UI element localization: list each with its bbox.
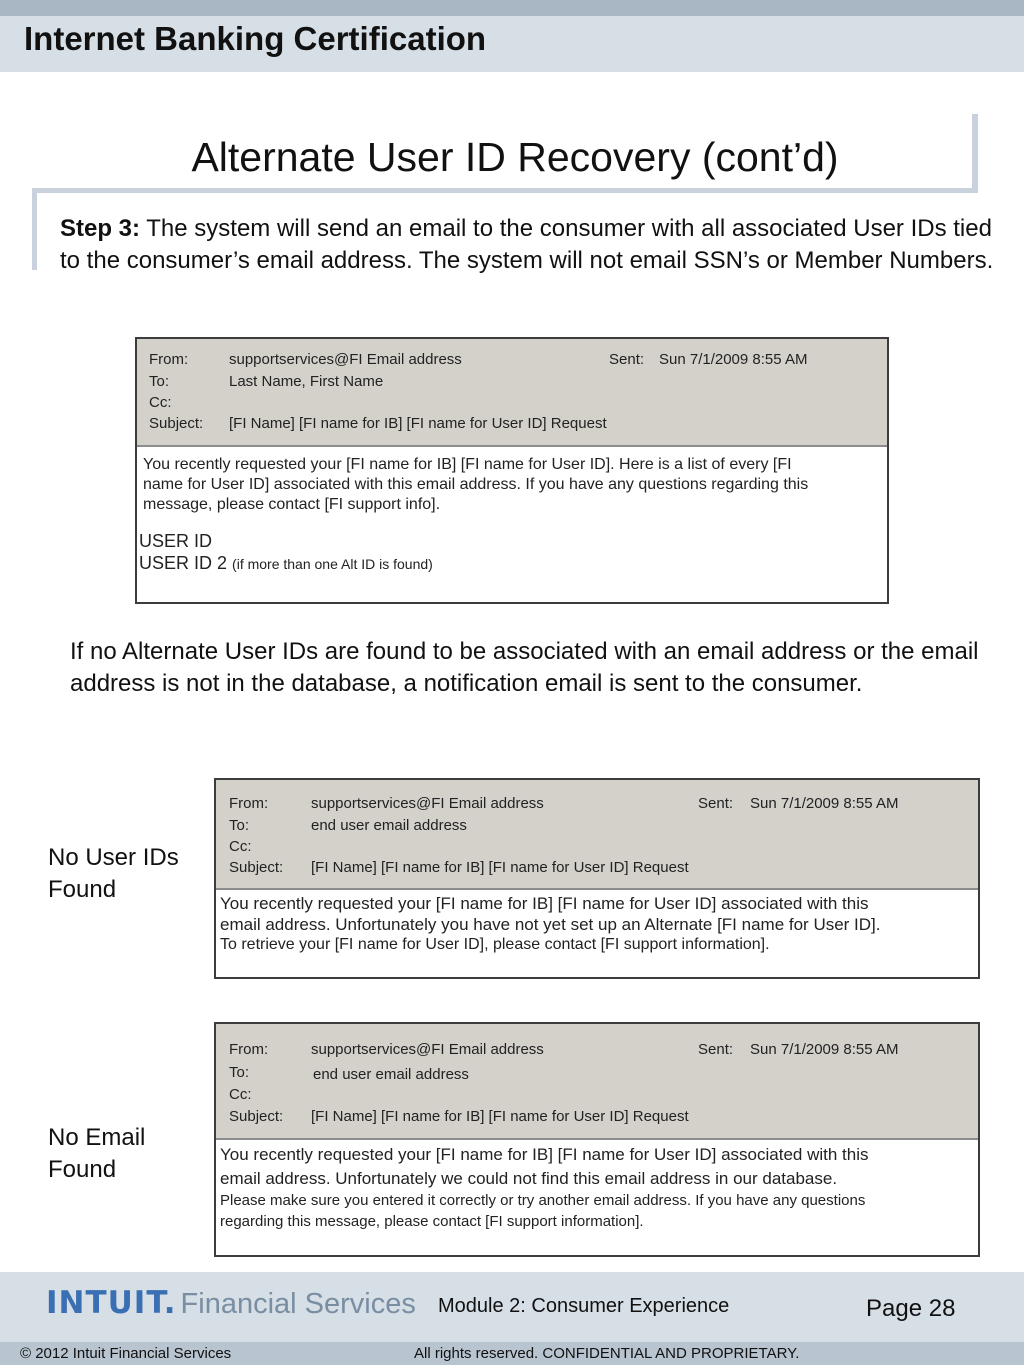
body-line: email address. Unfortunately we could not find this email address in our database. [220, 1169, 838, 1188]
to-value: Last Name, First Name [229, 373, 384, 390]
copyright-text: © 2012 Intuit Financial Services [20, 1345, 232, 1362]
label-no-email: No Email Found [48, 1124, 146, 1183]
cc-label: Cc: [229, 1086, 252, 1103]
label-no-user-ids: No User IDs Found [48, 844, 179, 903]
title-frame-bottom [32, 188, 978, 193]
email-no-user-ids [214, 778, 980, 979]
title-frame-right [972, 114, 978, 193]
body-line: message, please contact [FI support info]. [143, 496, 441, 513]
header-title: Internet Banking Certification [24, 20, 487, 57]
step3-text: The system will send an email to the consumer with all associated User IDs tied to the consumer’s email address. The system will not email SSN’s or Member Numbers. [60, 215, 994, 274]
logo-intuit-wordmark: INTUIT. [46, 1285, 177, 1321]
to-label: To: [229, 1064, 250, 1081]
body-line: You recently requested your [FI name for IB] [FI name for User ID]. Here is a list of every [FI [143, 456, 792, 473]
email-body [216, 890, 978, 977]
subject-label: Subject: [229, 1108, 284, 1125]
email-header [137, 339, 887, 447]
subject-label: Subject: [149, 415, 204, 432]
sent-label: Sent: [698, 795, 734, 812]
step3-label: Step 3: [60, 215, 141, 242]
intuit-financial-services-logo [46, 1285, 416, 1321]
sent-value: Sun 7/1/2009 8:55 AM [750, 1041, 899, 1058]
from-value: supportservices@FI Email address [229, 351, 462, 368]
from-label: From: [149, 351, 189, 368]
email-header [216, 780, 978, 890]
cc-label: Cc: [229, 838, 252, 855]
sent-label: Sent: [609, 351, 645, 368]
body-line: Please make sure you entered it correctly or try another email address. If you have any questions [220, 1192, 866, 1209]
sent-value: Sun 7/1/2009 8:55 AM [750, 795, 899, 812]
body-line: regarding this message, please contact [FI support information]. [220, 1213, 644, 1230]
user-id-2-line [139, 553, 433, 574]
body-line: You recently requested your [FI name for IB] [FI name for User ID] associated with this [220, 894, 869, 913]
from-label: From: [229, 1041, 269, 1058]
slide-title: Alternate User ID Recovery (cont’d) [191, 134, 839, 180]
to-label: To: [229, 817, 250, 834]
email-header [216, 1024, 978, 1140]
user-id-1: USER ID [139, 531, 213, 551]
email-body [137, 447, 887, 600]
cc-label: Cc: [149, 394, 172, 411]
from-label: From: [229, 795, 269, 812]
rights-text: All rights reserved. CONFIDENTIAL AND PROPRIETARY. [414, 1345, 800, 1362]
email-user-ids-found [135, 337, 889, 604]
body-line: email address. Unfortunately you have not yet set up an Alternate [FI name for User ID]. [220, 915, 881, 934]
title-frame-left [32, 188, 37, 270]
header-top-strip [0, 0, 1024, 16]
subject-label: Subject: [229, 859, 284, 876]
to-value: end user email address [311, 817, 467, 834]
no-ids-paragraph: If no Alternate User IDs are found to be associated with an email address or the email address is not in the database, a notification email is sent to the consumer. [70, 638, 979, 697]
to-value: end user email address [313, 1066, 469, 1083]
body-line: You recently requested your [FI name for IB] [FI name for User ID] associated with this [220, 1145, 869, 1164]
subject-value: [FI Name] [FI name for IB] [FI name for User ID] Request [311, 859, 689, 876]
module-label: Module 2: Consumer Experience [438, 1295, 730, 1317]
sent-value: Sun 7/1/2009 8:55 AM [659, 351, 808, 368]
body-line: name for User ID] associated with this email address. If you have any questions regarding this [143, 476, 809, 493]
body-line: To retrieve your [FI name for User ID], please contact [FI support information]. [220, 936, 770, 953]
user-id-2-note: (if more than one Alt ID is found) [232, 556, 433, 572]
email-body [216, 1140, 978, 1255]
from-value: supportservices@FI Email address [311, 795, 544, 812]
sent-label: Sent: [698, 1041, 734, 1058]
email-no-email-found [214, 1022, 980, 1257]
logo-financial-services: Financial Services [180, 1288, 416, 1320]
user-id-2: USER ID 2 [139, 553, 228, 573]
page-number: Page 28 [866, 1295, 956, 1322]
step3-paragraph [60, 213, 1005, 277]
subject-value: [FI Name] [FI name for IB] [FI name for User ID] Request [229, 415, 607, 432]
subject-value: [FI Name] [FI name for IB] [FI name for User ID] Request [311, 1108, 689, 1125]
to-label: To: [149, 373, 170, 390]
from-value: supportservices@FI Email address [311, 1041, 544, 1058]
